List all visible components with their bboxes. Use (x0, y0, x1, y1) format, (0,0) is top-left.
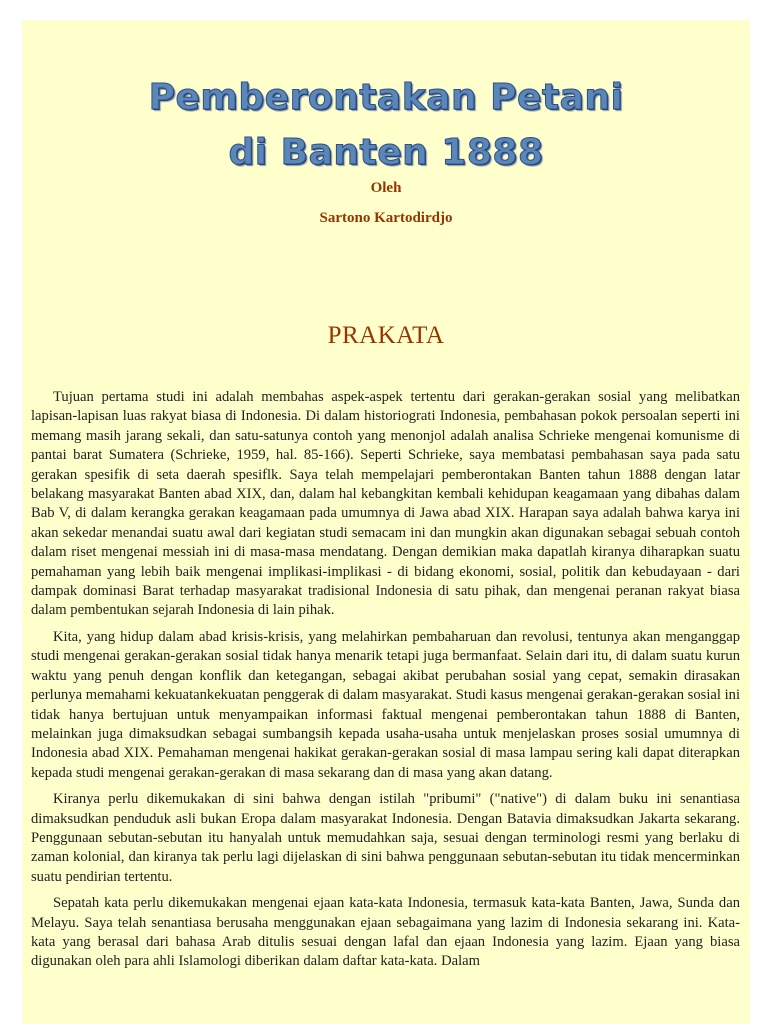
book-title (22, 70, 750, 180)
book-title-line-2: di Banten 1888 (228, 132, 544, 173)
paragraph: Tujuan pertama studi ini adalah membahas aspek-aspek tertentu dari gerakan-gerakan sosial yang melibatkan lapisan-lapisan luas rakyat biasa di Indonesia. Di dalam historiograti Indonesia, pembahasan pokok persoalan seperti ini memang masih jarang sekali, dan satu-satunya contoh yang menonjol adalah analisa Schrieke mengenai komunisme di pantai barat Sumatera (Schrieke, 1959, hal. 85-166). Seperti Schrieke, saya membatasi pembahasan saya pada satu gerakan spesifik di seta daerah spesiflk. Saya telah mempelajari pemberontakan Banten tahun 1888 dengan latar belakang masyarakat Banten abad XIX, dan, dalam hal kebangkitan kembali kehidupan keagamaan yang dibahas dalam Bab V, di dalam kerangka gerakan keagamaan pada umumnya di Jawa abad XIX. Harapan saya adalah bahwa karya ini akan sekedar menandai suatu awal dari kegiatan studi semacam ini dan mungkin akan digunakan sebagai sebuah contoh dalam riset mengenai messiah ini di masa-masa mendatang. Dengan demikian maka dapatlah kiranya diharapkan suatu pemahaman yang lebih baik mengenai implikasi-implikasi - di bidang ekonomi, sosial, politik dan kebudayaan - dari dampak dominasi Barat terhadap masyarakat tradisional Indonesia di satu pihak, dan mengenai peranan rakyat biasa dalam pembentukan sejarah Indonesia di lain pihak. (31, 389, 740, 619)
section-heading: PRAKATA (327, 322, 445, 349)
body-text (31, 388, 740, 979)
paragraph: Kita, yang hidup dalam abad krisis-krisis, yang melahirkan pembaharuan dan revolusi, tentunya akan menganggap studi mengenai gerakan-gerakan sosial tidak hanya menarik tetapi juga bermanfaat. Selain dari itu, di dalam suatu kurun waktu yang penuh dengan konflik dan ketegangan, sebagai akibat perubahan sosial yang cepat, semakin dirasakan perlunya memahami kekuatankekuatan penggerak di dalam masyarakat. Studi kasus mengenai gerakan-gerakan sosial ini tidak hanya bertujuan untuk menyampaikan informasi faktual mengenai pemberontakan tahun 1888 di Banten, melainkan juga dimaksudkan sebagai sumbangsih kepada usaha-usaha untuk menjelaskan proses sosial umumnya di Indonesia abad XIX. Pemahaman mengenai hakikat gerakan-gerakan sosial di masa lampau sering kali dapat diterapkan kepada studi mengenai gerakan-gerakan di masa sekarang dan di masa yang akan datang. (31, 628, 740, 781)
paragraph: Sepatah kata perlu dikemukakan mengenai ejaan kata-kata Indonesia, termasuk kata-kata Banten, Jawa, Sunda dan Melayu. Saya telah senantiasa berusaha menggunakan ejaan sebagaimana yang lazim di Indonesia sekarang ini. Kata-kata yang berasal dari bahasa Arab ditulis sesuai dengan lafal dan ejaan Indonesia yang lazim. Ejaan yang biasa digunakan oleh para ahli Islamologi diberikan dalam daftar kata-kata. Dalam (31, 895, 740, 970)
byline-by: Oleh (370, 180, 402, 196)
byline-author: Sartono Kartodirdjo (319, 210, 453, 226)
book-title-line-1: Pemberontakan Petani (148, 77, 624, 118)
document-page (22, 20, 750, 1024)
paragraph: Kiranya perlu dikemukakan di sini bahwa dengan istilah "pribumi" ("native") di dalam buku ini senantiasa dimaksudkan penduduk asli bukan Eropa dalam masyarakat Indonesia. Dengan Batavia dimaksudkan Jakarta sekarang. Penggunaan sebutan-sebutan itu hanyalah untuk memudahkan saja, sesuai dengan terminologi resmi yang berlaku di zaman kolonial, dan kiranya tak perlu lagi dijelaskan di sini bahwa penggunaan sebutan-sebutan itu tidak mencerminkan suatu pendirian tertentu. (31, 791, 740, 885)
